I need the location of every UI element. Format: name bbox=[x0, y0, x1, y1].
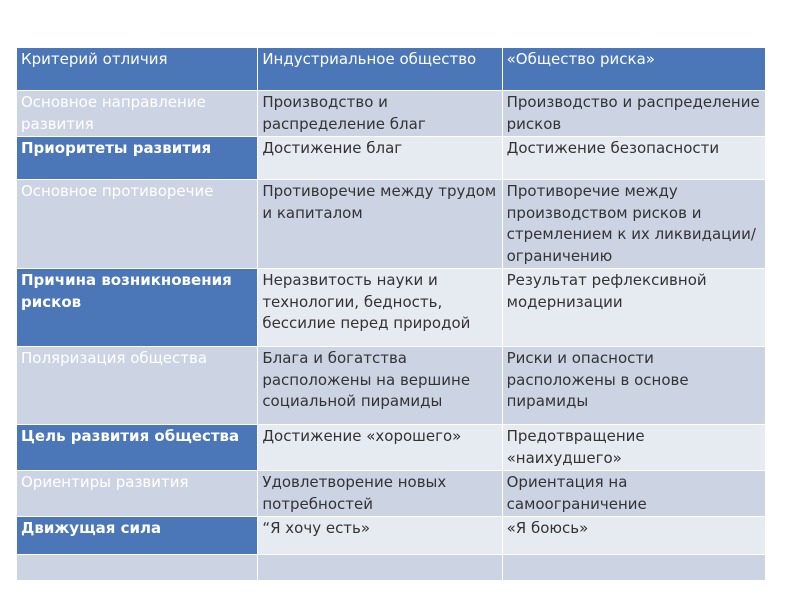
risk-society-cell: Предотвращение «наихудшего» bbox=[502, 425, 765, 471]
header-cell-criterion: Критерий отличия bbox=[17, 48, 258, 91]
risk-society-cell: Результат рефлексивной модернизации bbox=[502, 269, 765, 347]
table-row bbox=[17, 347, 766, 425]
industrial-cell: Достижение «хорошего» bbox=[258, 425, 502, 471]
risk-society-cell: Ориентация на самоограничение bbox=[502, 471, 765, 517]
header-cell-risk-society: «Общество риска» bbox=[502, 48, 765, 91]
criterion-cell: Основное направление развития bbox=[17, 91, 258, 137]
criterion-cell: Приоритеты развития bbox=[17, 137, 258, 180]
criterion-cell: Поляризация общества bbox=[17, 347, 258, 425]
table-row bbox=[17, 517, 766, 555]
table-row-empty bbox=[17, 555, 766, 581]
industrial-cell: Удовлетворение новых потребностей bbox=[258, 471, 502, 517]
criterion-cell: Основное противоречие bbox=[17, 180, 258, 269]
table-row bbox=[17, 471, 766, 517]
header-cell-industrial: Индустриальное общество bbox=[258, 48, 502, 91]
industrial-cell: Блага и богатства расположены на вершине социальной пирамиды bbox=[258, 347, 502, 425]
industrial-cell: “Я хочу есть» bbox=[258, 517, 502, 555]
industrial-cell: Производство и распределение благ bbox=[258, 91, 502, 137]
criterion-cell: Движущая сила bbox=[17, 517, 258, 555]
criterion-cell: Ориентиры развития bbox=[17, 471, 258, 517]
table-row bbox=[17, 425, 766, 471]
risk-society-cell: Риски и опасности расположены в основе пирамиды bbox=[502, 347, 765, 425]
industrial-cell: Достижение благ bbox=[258, 137, 502, 180]
table-row bbox=[17, 269, 766, 347]
risk-society-cell bbox=[502, 555, 765, 581]
table-row bbox=[17, 91, 766, 137]
table-row bbox=[17, 137, 766, 180]
table-header-row bbox=[17, 48, 766, 91]
risk-society-cell: «Я боюсь» bbox=[502, 517, 765, 555]
risk-society-cell: Достижение безопасности bbox=[502, 137, 765, 180]
table-row bbox=[17, 180, 766, 269]
risk-society-cell: Противоречие между производством рисков и стремлением к их ликвидации/ограничению bbox=[502, 180, 765, 269]
risk-society-cell: Производство и распределение рисков bbox=[502, 91, 765, 137]
industrial-cell bbox=[258, 555, 502, 581]
comparison-table bbox=[16, 47, 766, 581]
industrial-cell: Неразвитость науки и технологии, бедность, бессилие перед природой bbox=[258, 269, 502, 347]
criterion-cell: Причина возникновения рисков bbox=[17, 269, 258, 347]
industrial-cell: Противоречие между трудом и капиталом bbox=[258, 180, 502, 269]
criterion-cell bbox=[17, 555, 258, 581]
criterion-cell: Цель развития общества bbox=[17, 425, 258, 471]
